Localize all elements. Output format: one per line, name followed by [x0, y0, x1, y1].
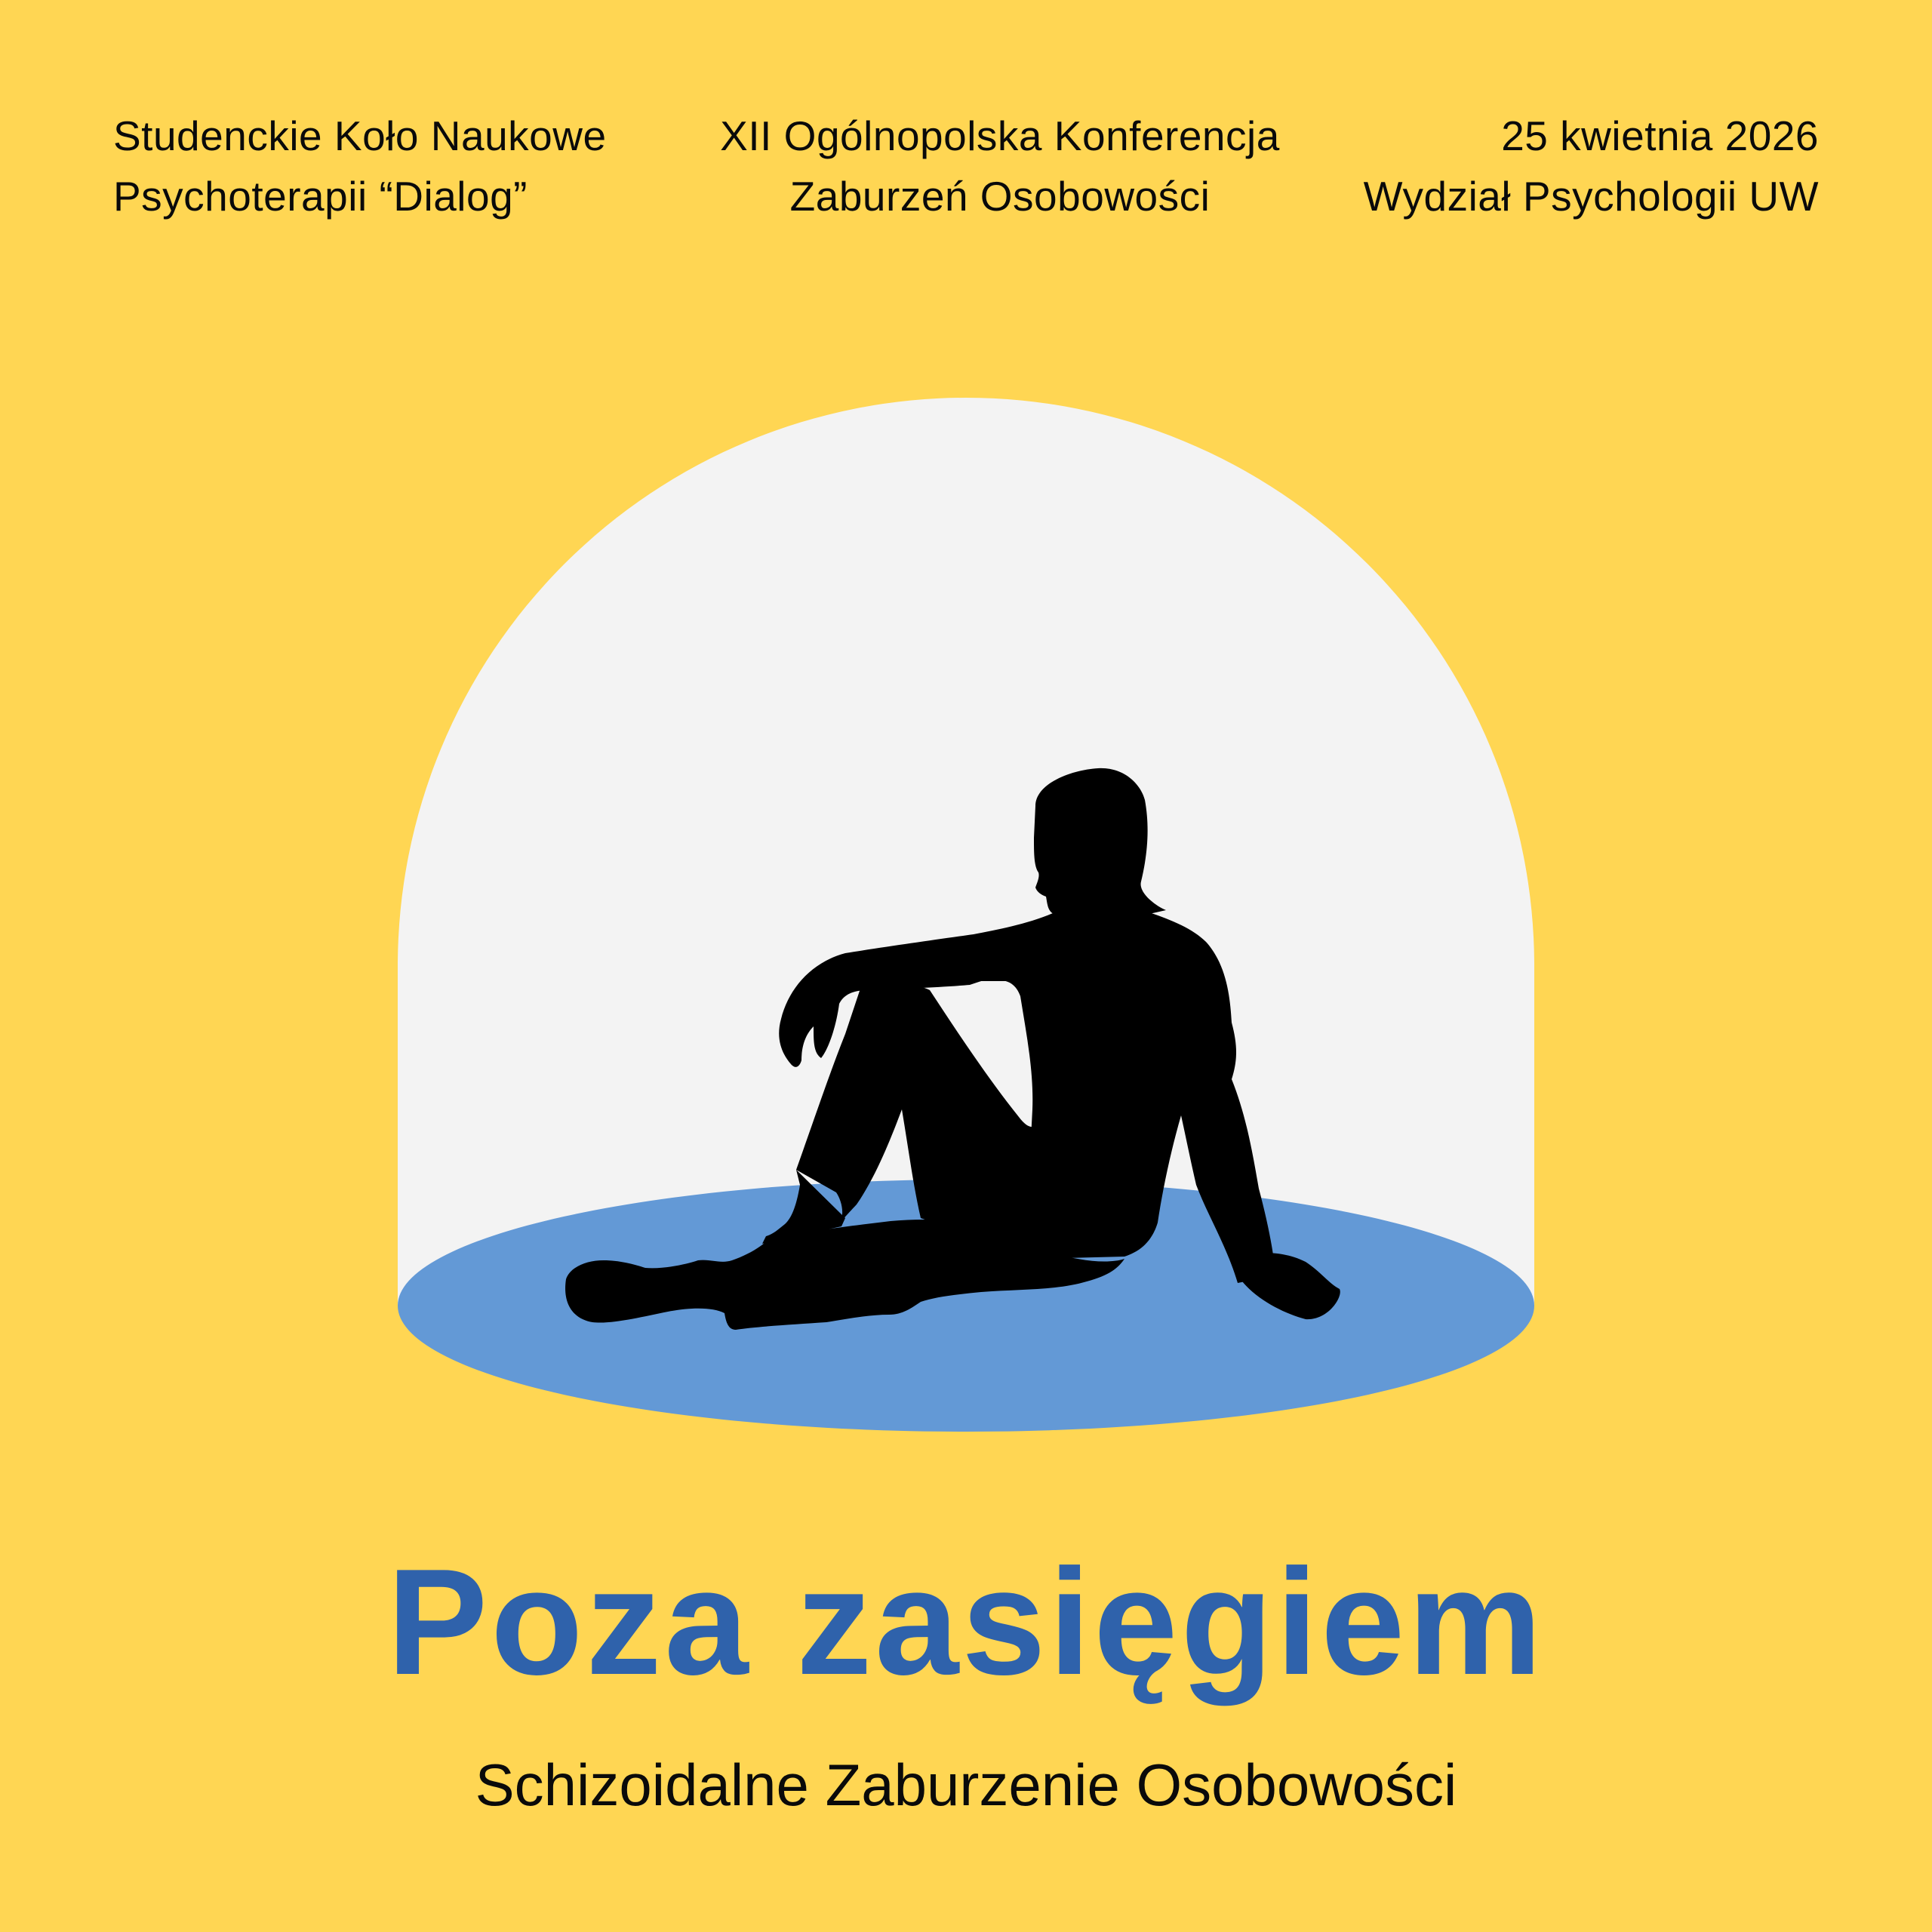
conference-line-2: Zaburzeń Osobowości	[789, 173, 1211, 220]
main-title: Poza zasięgiem	[386, 1538, 1546, 1706]
event-venue: Wydział Psychologii UW	[1363, 173, 1819, 220]
conference-line-1: XII Ogólnopolska Konferencja	[720, 112, 1280, 159]
organizer-line-1: Studenckie Koło Naukowe	[113, 112, 607, 159]
event-date: 25 kwietnia 2026	[1501, 112, 1819, 159]
subtitle: Schizoidalne Zaburzenie Osobowości	[475, 1752, 1457, 1818]
organizer-line-2: Psychoterapii “Dialog”	[113, 173, 528, 220]
